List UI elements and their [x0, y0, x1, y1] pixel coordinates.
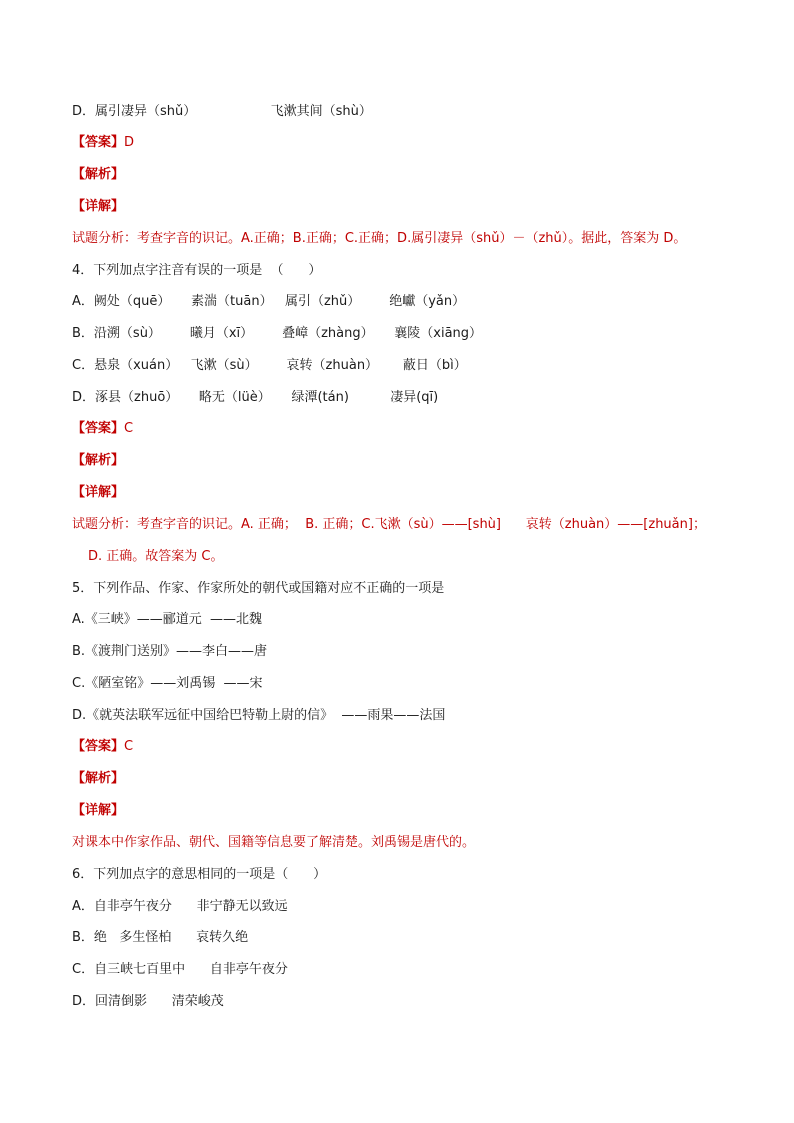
q3-answer: [72, 135, 134, 151]
q5-analysis-label: 【解析】: [72, 771, 125, 786]
q3-detail-text: 试题分析：考查字音的识记。A.正确；B.正确；C.正确；D.属引凄异（shǔ）－（zhǔ）。据此，答案为 D。: [72, 231, 687, 246]
answer-value: D: [124, 135, 135, 150]
q5-option-d: D.《就英法联军远征中国给巴特勒上尉的信》 ——雨果——法国: [72, 708, 446, 723]
answer-label: 【答案】: [72, 739, 125, 754]
q5-answer: [72, 739, 133, 755]
q4-stem: 4．下列加点字注音有误的一项是 （ ）: [72, 263, 322, 278]
answer-label: 【答案】: [72, 421, 125, 436]
answer-label: 【答案】: [72, 135, 125, 150]
q3-analysis-label: 【解析】: [72, 167, 125, 182]
q5-option-b: B.《渡荆门送别》——李白——唐: [72, 644, 268, 659]
q4-answer: [72, 421, 133, 437]
q6-option-a: A．自非亭午夜分 非宁静无以致远: [72, 899, 288, 914]
q4-detail-text: 试题分析：考查字音的识记。A. 正确； B. 正确；C.飞漱（sù）——[shù] 哀转（zhuàn）——[zhuǎn]；: [72, 517, 706, 532]
q3-detail-label: 【详解】: [72, 199, 125, 214]
q4-option-a: A．阙处（quē） 素湍（tuān） 属引（zhǔ） 绝巘（yǎn）: [72, 294, 466, 309]
q5-stem: 5．下列作品、作家、作家所处的朝代或国籍对应不正确的一项是: [72, 581, 445, 596]
q4-option-d: D．涿县（zhuō） 略无（lüè） 绿潭(tán) 凄异(qī): [72, 390, 439, 405]
q6-stem: 6．下列加点字的意思相同的一项是（ ）: [72, 867, 327, 882]
q5-detail-text: 对课本中作家作品、朝代、国籍等信息要了解清楚。刘禹锡是唐代的。: [72, 835, 476, 850]
q4-option-b: B．沿溯（sù） 曦月（xī） 叠嶂（zhàng） 襄陵（xiāng）: [72, 326, 483, 341]
answer-value: C: [124, 739, 134, 754]
q5-option-c: C.《陋室铭》——刘禹锡 ——宋: [72, 676, 263, 691]
q6-option-c: C．自三峡七百里中 自非亭午夜分: [72, 962, 288, 977]
q4-detail-text-2: D. 正确。故答案为 C。: [88, 549, 224, 564]
q4-detail-label: 【详解】: [72, 485, 125, 500]
q5-detail-label: 【详解】: [72, 803, 125, 818]
q5-option-a: A.《三峡》——郦道元 ——北魏: [72, 612, 263, 627]
q4-analysis-label: 【解析】: [72, 453, 125, 468]
q6-option-d: D．回清倒影 清荣峻茂: [72, 994, 224, 1009]
answer-value: C: [124, 421, 134, 436]
q4-option-c: C．悬泉（xuán） 飞漱（sù） 哀转（zhuàn） 蔽日（bì）: [72, 358, 467, 373]
q6-option-b: B．绝 多生怪柏 哀转久绝: [72, 930, 249, 945]
q3-option-d: D．属引凄异（shǔ） 飞漱其间（shù）: [72, 104, 372, 119]
